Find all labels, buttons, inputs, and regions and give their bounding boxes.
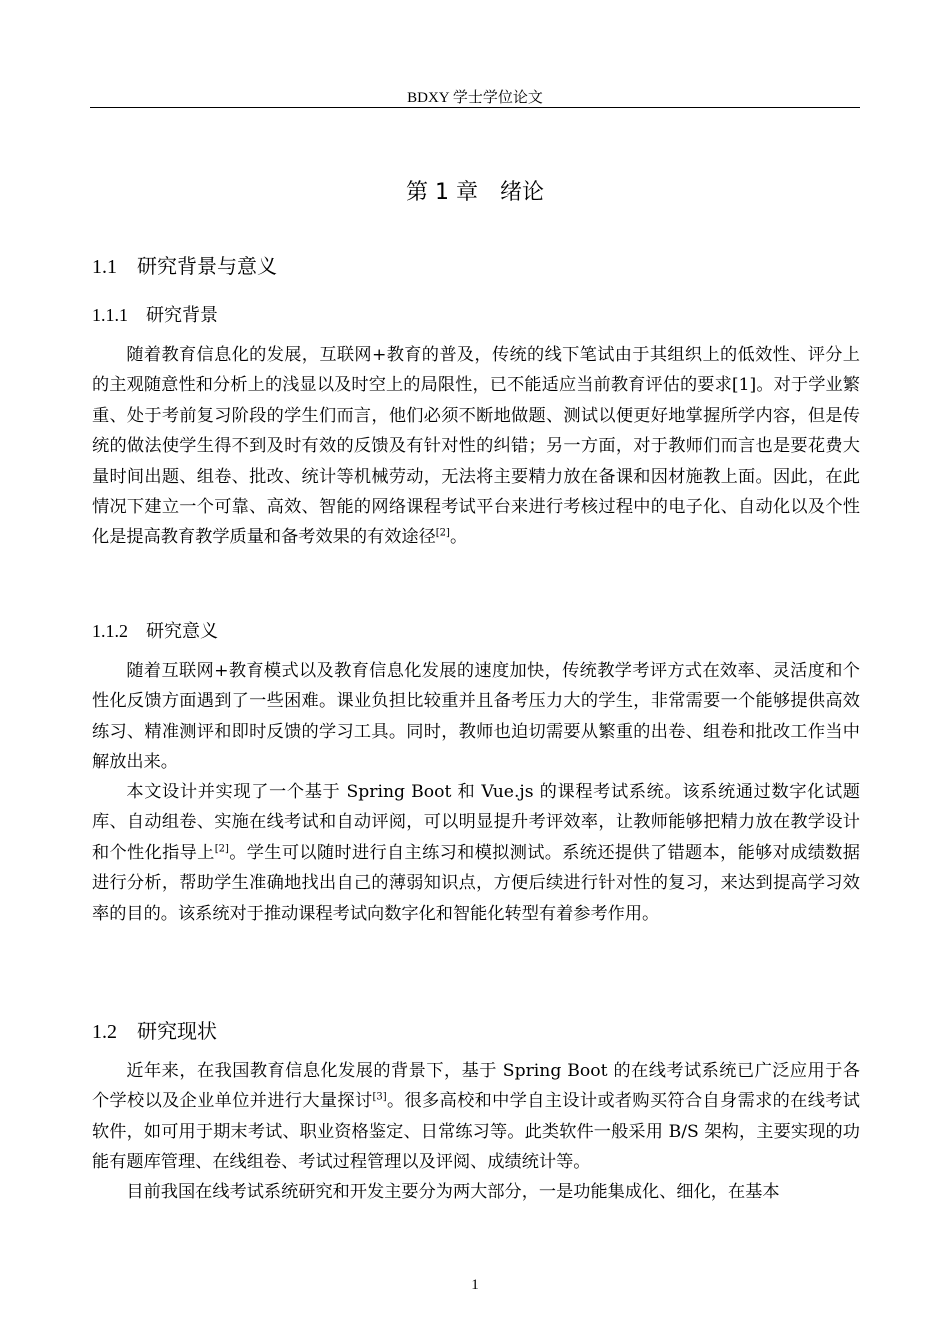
subsection-title: 研究意义 <box>146 621 218 642</box>
paragraph-research-status-1 <box>92 1056 860 1178</box>
paragraph-research-significance-2 <box>92 777 860 929</box>
running-header: BDXY 学士学位论文 <box>407 90 543 106</box>
section-number: 1.2 <box>92 1021 117 1043</box>
paragraph-text: 随着互联网+教育模式以及教育信息化发展的速度加快，传统教学考评方式在效率、灵活度和个性化反馈方面遇到了一些困难。课业负担比较重并且备考压力大的学生，非常需要一个能够提供高效练习、精准测评和即时反馈的学习工具。同时，教师也迫切需要从繁重的出卷、组卷和批改工作当中解放出来。 <box>92 661 860 773</box>
paragraph-text-tail: 。 <box>449 527 468 548</box>
paragraph-text: 近年来，在我国教育信息化发展的背景下，基于 Spring Boot 的在线考试系统已广泛应用于各个学校以及企业单位并进行大量探讨 <box>92 1061 860 1112</box>
paragraph-text: 目前我国在线考试系统研究和开发主要分为两大部分，一是功能集成化、细化，在基本 <box>126 1182 780 1202</box>
citation: [2] <box>435 527 450 539</box>
paragraph-text: 随着教育信息化的发展，互联网+教育的普及，传统的线下笔试由于其组织上的低效性、评分上的主观随意性和分析上的浅显以及时空上的局限性，已不能适应当前教育评估的要求[1]。对于学业繁重、处于考前复习阶段的学生们而言，他们必须不断地做题、测试以便更好地掌握所学内容，但是传统的做法使学生得不到及时有效的反馈及有针对性的纠错；另一方面，对于教师们而言也是要花费大量时间出题、组卷、批改、统计等机械劳动，无法将主要精力放在备课和因材施教上面。因此，在此情况下建立一个可靠、高效、智能的网络课程考试平台来进行考核过程中的电子化、自动化以及个性化是提高教育教学质量和备考效果的有效途径 <box>92 345 860 548</box>
paragraph-research-background <box>92 340 860 553</box>
section-number: 1.1 <box>92 256 117 278</box>
subsection-number: 1.1.2 <box>92 621 128 641</box>
section-heading-1-2 <box>92 1017 217 1046</box>
subsection-heading-1-1-2 <box>92 618 218 645</box>
section-title: 研究现状 <box>137 1019 217 1043</box>
paragraph-text-tail: 。很多高校和中学自主设计或者购买符合自身需求的在线考试软件，如可用于期末考试、职业资格鉴定、日常练习等。此类软件一般采用 B/S 架构，主要实现的功能有题库管理、在线组卷、考试过程管理以及评阅、成绩统计等。 <box>92 1091 860 1173</box>
header-rule <box>90 107 860 108</box>
subsection-number: 1.1.1 <box>92 305 128 325</box>
citation: [2] <box>214 843 229 855</box>
paragraph-text-tail: 。学生可以随时进行自主练习和模拟测试。系统还提供了错题本，能够对成绩数据进行分析，帮助学生准确地找出自己的薄弱知识点，方便后续进行针对性的复习，来达到提高学习效率的目的。该系统对于推动课程考试向数字化和智能化转型有着参考作用。 <box>92 842 860 924</box>
subsection-heading-1-1-1 <box>92 302 218 329</box>
paragraph-research-status-2 <box>92 1177 860 1207</box>
chapter-name: 绪论 <box>499 180 544 205</box>
section-title: 研究背景与意义 <box>137 254 277 278</box>
paragraph-research-significance-1 <box>92 656 860 778</box>
subsection-title: 研究背景 <box>146 305 218 326</box>
chapter-title <box>90 178 860 208</box>
page-number: 1 <box>471 1277 479 1293</box>
chapter-number: 第 1 章 <box>406 180 478 205</box>
citation: [3] <box>372 1091 387 1103</box>
paragraph-text: 本文设计并实现了一个基于 Spring Boot 和 Vue.js 的课程考试系统。该系统通过数字化试题库、自动组卷、实施在线考试和自动评阅，可以明显提升考评效率，让教师能够把精力放在教学设计和个性化指导上 <box>92 782 860 863</box>
section-heading-1-1 <box>92 252 277 281</box>
